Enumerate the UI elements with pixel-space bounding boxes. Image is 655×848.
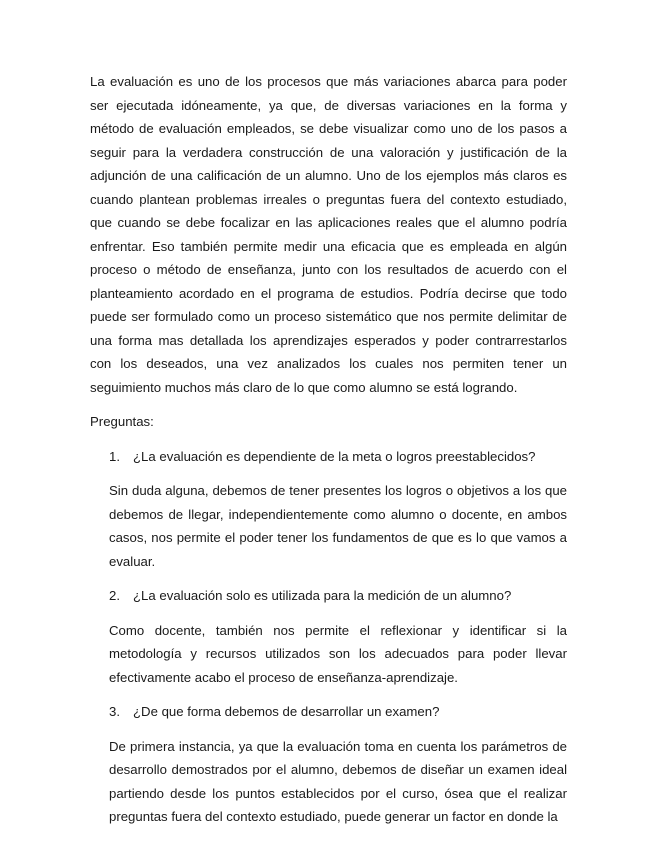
question-text: ¿La evaluación es dependiente de la meta o logros preestablecidos? (133, 448, 536, 464)
questions-heading: Preguntas: (90, 414, 154, 429)
answer-paragraph: Como docente, también nos permite el reflexionar y identificar si la metodología y recursos utilizados son los adecuados para poder llevar efectivamente acabo el proceso de enseñanza-aprendizaje. (109, 622, 567, 685)
answer-paragraph: De primera instancia, ya que la evaluación toma en cuenta los parámetros de desarrollo demostrados por el alumno, debemos de diseñar un examen ideal partiendo desde los puntos establecidos por el curso, ósea que el realizar preguntas fuera del contexto estudiado, puede generar un factor en donde la (109, 738, 567, 824)
question-item (90, 584, 567, 608)
answer-paragraph: Sin duda alguna, debemos de tener presentes los logros o objetivos a los que debemos de llegar, independientemente como alumno o docente, en ambos casos, nos permite el poder tener los fundamentos de que es lo que vamos a evaluar. (109, 483, 567, 569)
intro-paragraph: La evaluación es uno de los procesos que más variaciones abarca para poder ser ejecutada idóneamente, ya que, de diversas variaciones en la forma y método de evaluación empleados, se debe visualizar como uno de los pasos a seguir para la verdadera construcción de una valoración y justificación de la adjunción de una calificación de un alumno. Uno de los ejemplos más claros es cuando plantean problemas irreales o preguntas fuera del contexto estudiado, que cuando se debe focalizar en las aplicaciones reales que el alumno podría enfrentar. Eso también permite medir una eficacia que es empleada en algún proceso o método de enseñanza, junto con los resultados de acuerdo con el planteamiento acordado en el programa de estudios. Podría decirse que todo puede ser formulado como un proceso sistemático que nos permite delimitar de una forma mas detallada los aprendizajes esperados y poder contrarrestarlos con los deseados, una vez analizados los cuales nos permiten tener un seguimiento muchos más claro de lo que como alumno se está logrando. (90, 74, 567, 395)
question-number: 3. (109, 704, 120, 719)
question-item (90, 445, 567, 469)
document-page (90, 70, 567, 829)
question-item (90, 700, 567, 724)
question-number: 1. (109, 448, 120, 464)
question-text: ¿La evaluación solo es utilizada para la medición de un alumno? (133, 588, 512, 603)
question-number: 2. (109, 588, 120, 603)
question-text: ¿De que forma debemos de desarrollar un examen? (133, 704, 440, 719)
